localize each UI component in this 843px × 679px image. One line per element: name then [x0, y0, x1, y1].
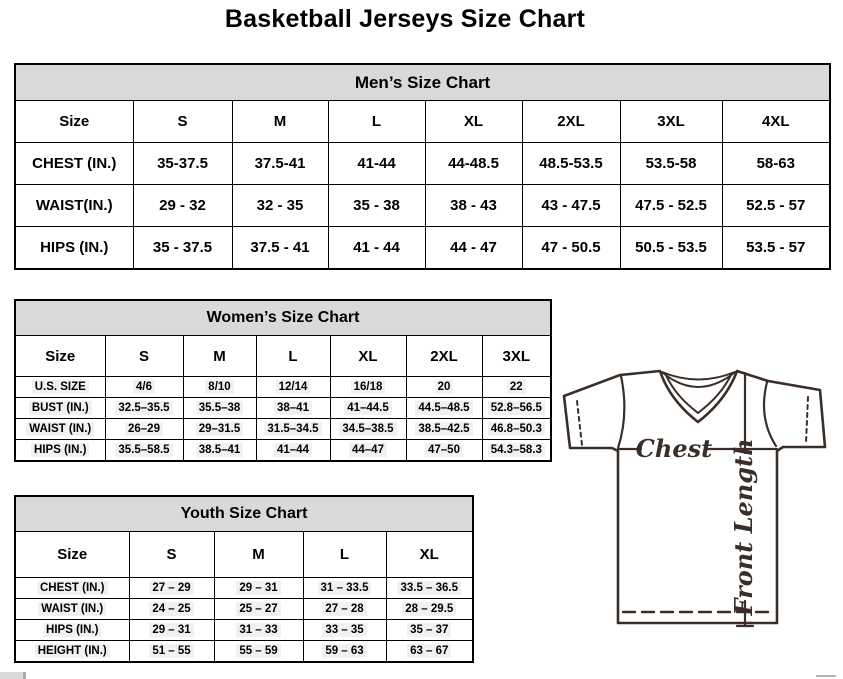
column-header-cell: 3XL	[620, 101, 722, 143]
value-cell: 26–29	[105, 419, 183, 440]
front-length-label: Front Length	[729, 438, 758, 616]
value-cell: 50.5 - 53.5	[620, 227, 722, 270]
value-cell: 35.5–38	[183, 398, 256, 419]
row-label-cell: HIPS (IN.)	[15, 227, 133, 270]
chest-label: Chest	[635, 434, 713, 463]
column-header-cell: XL	[386, 532, 473, 578]
value-cell: 38 - 43	[425, 185, 522, 227]
jersey-measurement-diagram	[555, 360, 843, 665]
column-header-cell: L	[256, 336, 330, 377]
value-cell: 37.5-41	[232, 143, 328, 185]
column-header-cell: Size	[15, 101, 133, 143]
column-header-cell: L	[328, 101, 425, 143]
value-cell: 4/6	[105, 377, 183, 398]
mens-chart-title: Men’s Size Chart	[15, 64, 830, 101]
column-header-cell: S	[133, 101, 232, 143]
column-header-cell: S	[105, 336, 183, 377]
table-row	[15, 143, 830, 185]
value-cell: 43 - 47.5	[522, 185, 620, 227]
value-cell: 58-63	[722, 143, 830, 185]
column-header-cell: XL	[425, 101, 522, 143]
youth-chart-title: Youth Size Chart	[15, 496, 473, 532]
jersey-outline	[564, 371, 825, 623]
value-cell: 29 – 31	[129, 620, 214, 641]
value-cell: 46.8–50.3	[482, 419, 551, 440]
youth-size-chart-table	[14, 495, 474, 663]
table-row	[15, 620, 473, 641]
cuff-dash-left	[577, 401, 582, 445]
value-cell: 27 – 29	[129, 578, 214, 599]
value-cell: 35 - 37.5	[133, 227, 232, 270]
value-cell: 12/14	[256, 377, 330, 398]
column-header-cell: XL	[330, 336, 406, 377]
value-cell: 41–44	[256, 440, 330, 462]
value-cell: 35-37.5	[133, 143, 232, 185]
value-cell: 52.8–56.5	[482, 398, 551, 419]
value-cell: 52.5 - 57	[722, 185, 830, 227]
column-header-cell: 3XL	[482, 336, 551, 377]
value-cell: 47.5 - 52.5	[620, 185, 722, 227]
value-cell: 27 – 28	[303, 599, 386, 620]
table-row	[15, 440, 551, 462]
value-cell: 41 - 44	[328, 227, 425, 270]
value-cell: 48.5-53.5	[522, 143, 620, 185]
value-cell: 25 – 27	[214, 599, 303, 620]
value-cell: 31 – 33.5	[303, 578, 386, 599]
sleeve-seam-left	[618, 376, 624, 448]
column-header-cell: L	[303, 532, 386, 578]
table-header-row	[15, 64, 830, 101]
value-cell: 54.3–58.3	[482, 440, 551, 462]
row-label-cell: U.S. SIZE	[15, 377, 105, 398]
column-header-cell: M	[232, 101, 328, 143]
value-cell: 37.5 - 41	[232, 227, 328, 270]
value-cell: 47–50	[406, 440, 482, 462]
value-cell: 16/18	[330, 377, 406, 398]
page-title: Basketball Jerseys Size Chart	[224, 5, 586, 33]
row-label-cell: CHEST (IN.)	[15, 143, 133, 185]
womens-chart-title: Women’s Size Chart	[15, 300, 551, 336]
value-cell: 33 – 35	[303, 620, 386, 641]
value-cell: 29–31.5	[183, 419, 256, 440]
table-row	[15, 377, 551, 398]
column-header-cell: Size	[15, 532, 129, 578]
value-cell: 55 – 59	[214, 641, 303, 663]
table-row	[15, 398, 551, 419]
table-header-row	[15, 300, 551, 336]
row-label-cell: HEIGHT (IN.)	[15, 641, 129, 663]
cuff-dash-right	[806, 397, 808, 443]
row-label-cell: WAIST(IN.)	[15, 185, 133, 227]
value-cell: 44.5–48.5	[406, 398, 482, 419]
ui-fragment-bottom-left	[0, 672, 26, 679]
collar-band	[662, 372, 735, 413]
value-cell: 41-44	[328, 143, 425, 185]
value-cell: 41–44.5	[330, 398, 406, 419]
value-cell: 44–47	[330, 440, 406, 462]
value-cell: 35.5–58.5	[105, 440, 183, 462]
row-label-cell: HIPS (IN.)	[15, 440, 105, 462]
column-header-cell: M	[214, 532, 303, 578]
row-label-cell: WAIST (IN.)	[15, 419, 105, 440]
value-cell: 44-48.5	[425, 143, 522, 185]
table-row	[15, 599, 473, 620]
value-cell: 20	[406, 377, 482, 398]
value-cell: 29 - 32	[133, 185, 232, 227]
value-cell: 28 – 29.5	[386, 599, 473, 620]
value-cell: 31 – 33	[214, 620, 303, 641]
value-cell: 31.5–34.5	[256, 419, 330, 440]
value-cell: 29 – 31	[214, 578, 303, 599]
value-cell: 51 – 55	[129, 641, 214, 663]
column-header-cell: 2XL	[406, 336, 482, 377]
table-row	[15, 227, 830, 270]
value-cell: 38.5–41	[183, 440, 256, 462]
row-label-cell: WAIST (IN.)	[15, 599, 129, 620]
column-header-row	[15, 532, 473, 578]
sleeve-seam-right	[764, 382, 776, 446]
value-cell: 47 - 50.5	[522, 227, 620, 270]
value-cell: 59 – 63	[303, 641, 386, 663]
table-header-row	[15, 496, 473, 532]
row-label-cell: BUST (IN.)	[15, 398, 105, 419]
value-cell: 35 – 37	[386, 620, 473, 641]
value-cell: 33.5 – 36.5	[386, 578, 473, 599]
row-label-cell: HIPS (IN.)	[15, 620, 129, 641]
column-header-cell: Size	[15, 336, 105, 377]
value-cell: 44 - 47	[425, 227, 522, 270]
value-cell: 34.5–38.5	[330, 419, 406, 440]
table-row	[15, 419, 551, 440]
value-cell: 53.5 - 57	[722, 227, 830, 270]
table-row	[15, 641, 473, 663]
column-header-row	[15, 336, 551, 377]
column-header-cell: 4XL	[722, 101, 830, 143]
ui-fragment-bottom-right	[816, 675, 836, 677]
table-row	[15, 185, 830, 227]
column-header-row	[15, 101, 830, 143]
mens-size-chart-table	[14, 63, 831, 270]
value-cell: 24 – 25	[129, 599, 214, 620]
table-row	[15, 578, 473, 599]
value-cell: 22	[482, 377, 551, 398]
value-cell: 63 – 67	[386, 641, 473, 663]
value-cell: 8/10	[183, 377, 256, 398]
womens-size-chart-table	[14, 299, 552, 462]
column-header-cell: S	[129, 532, 214, 578]
value-cell: 38–41	[256, 398, 330, 419]
column-header-cell: M	[183, 336, 256, 377]
value-cell: 35 - 38	[328, 185, 425, 227]
value-cell: 53.5-58	[620, 143, 722, 185]
value-cell: 38.5–42.5	[406, 419, 482, 440]
row-label-cell: CHEST (IN.)	[15, 578, 129, 599]
value-cell: 32 - 35	[232, 185, 328, 227]
value-cell: 32.5–35.5	[105, 398, 183, 419]
column-header-cell: 2XL	[522, 101, 620, 143]
